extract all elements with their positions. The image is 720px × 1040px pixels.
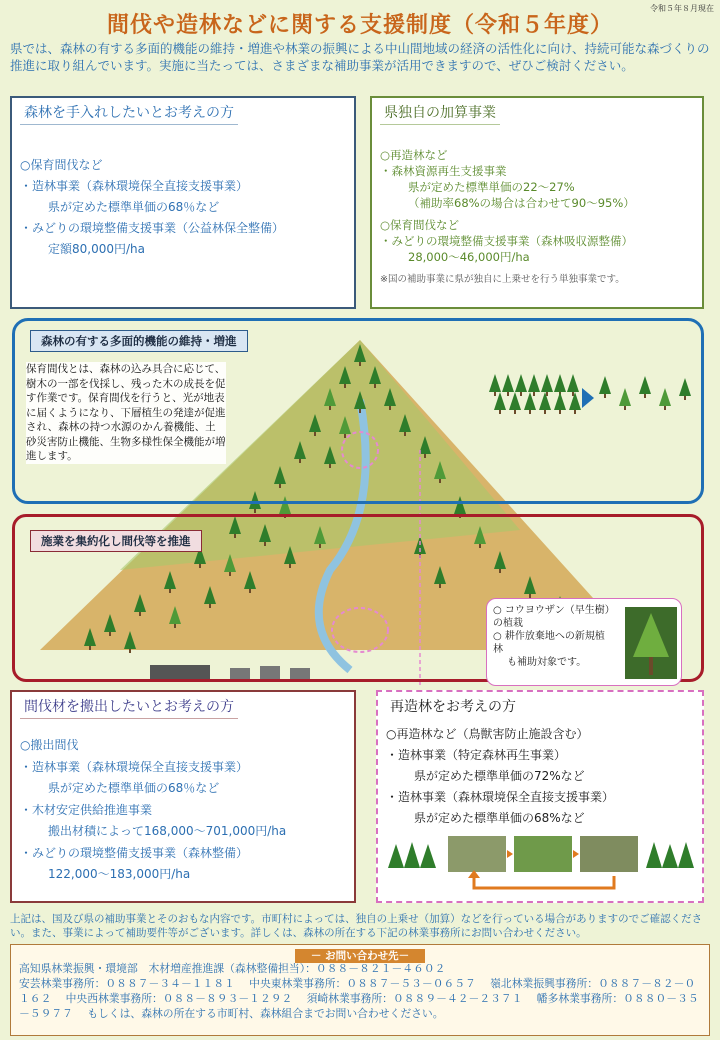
prefecture-addon-heading: 県独自の加算事業 (380, 102, 500, 125)
pref-note: ※国の補助事業に県が独自に上乗せを行う単独事業です。 (380, 274, 625, 285)
haul-line-2: ・造林事業（森林環境保全直接支援事業） (20, 759, 249, 774)
replanting-box (376, 690, 704, 903)
contact-heading: － お問い合わせ先－ (295, 949, 425, 963)
replant-line-3: 県が定めた標準単価の72%など (414, 769, 585, 783)
prefecture-addon-box (370, 96, 704, 309)
multifunction-tag: 森林の有する多面的機能の維持・増進 (30, 330, 248, 352)
forest-care-box (10, 96, 356, 309)
replant-line-5: 県が定めた標準単価の68%など (414, 811, 585, 825)
replanting-cycle-illustration (384, 834, 696, 896)
haul-line-5: 搬出材積によって168,000～701,000円/ha (48, 824, 287, 838)
callout-line-1: ○ コウヨウザン（早生樹）の植栽 (493, 605, 610, 629)
haul-line-4: ・木材安定供給推進事業 (20, 802, 153, 817)
haul-line-7: 122,000～183,000円/ha (48, 867, 191, 881)
thinned-timber-heading: 間伐材を搬出したいとお考えの方 (20, 696, 238, 719)
contact-line-1: 高知県林業振興・環境部 木材増産推進課（森林整備担当）：０８８－８２１－４６０２ (19, 962, 446, 975)
callout-line-2: ○ 耕作放棄地への新規植林 (493, 631, 605, 655)
pref-line-3: 県が定めた標準単価の22～27% (408, 180, 575, 194)
care-line-2: ・造林事業（森林環境保全直接支援事業） (20, 179, 249, 193)
footnote: 上記は、国及び県の補助事業とそのおもな内容です。市町村によっては、独自の上乗せ（加算）などを行っている場合がありますのでご確認ください。また、事業によって補助要件等がございます。詳しくは、森林の所在する下記の林業事務所にお問い合わせください。 (10, 913, 703, 939)
intro-text: 県では、森林の有する多面的機能の維持・増進や林業の振興による中山間地域の経済の活性化に向け、持続可能な森づくりの推進に取り組んでいます。実施に当たっては、さまざまな補助事業が活用できますので、ぜひご検討ください。 (10, 41, 710, 73)
thinning-explanation: 保育間伐とは、森林の込み具合に応じて、樹木の一部を伐採し、残った木の成長を促す作業です。保育間伐を行うと、光が地表に届くようになり、下層植生の発達が促進され、森林の持つ水源のかん養機能、土砂災害防止機能、生物多様性保全機能が増進します。 (26, 363, 226, 462)
callout-line-3: も補助対象です。 (507, 657, 587, 668)
care-line-3: 県が定めた標準単価の68％など (48, 200, 220, 214)
pref-line-7: 28,000～46,000円/ha (408, 250, 530, 264)
planting-callout (486, 598, 682, 686)
intensive-tag: 施業を集約化し間伐等を推進 (30, 530, 202, 552)
contact-line-2: 安芸林業事務所：０８８７－３４－１１８１ 中央東林業事務所：０８８７－５３－０６５７ 嶺北林業振興事務所：０８８７－８２－０１６２ 中央西林業事務所：０８８－８９３－１２９２ 須崎林業事務所：０８８９－４２－２３７１ 幡多林業事務所：０８８０－３５－５９７７ もしくは、森林の所在する市町村、森林組合までお問い合わせください。 (19, 977, 699, 1020)
pref-line-1: ○再造林など (380, 148, 448, 162)
pref-line-6: ・みどりの環境整備支援事業（森林吸収源整備） (380, 234, 633, 248)
pref-line-5: ○保育間伐など (380, 218, 460, 232)
contact-body (19, 961, 703, 1021)
forest-care-heading: 森林を手入れしたいとお考えの方 (20, 102, 238, 125)
care-line-1: ○保育間伐など (20, 158, 103, 172)
issue-date: 令和５年８月現在 (650, 4, 714, 13)
haul-line-1: ○搬出間伐 (20, 738, 79, 752)
care-line-4: ・みどりの環境整備支援事業（公益林保全整備） (20, 221, 285, 235)
haul-line-3: 県が定めた標準単価の68％など (48, 781, 220, 795)
haul-line-6: ・みどりの環境整備支援事業（森林整備） (20, 845, 249, 860)
replant-line-4: ・造林事業（森林環境保全直接支援事業） (386, 790, 615, 804)
pref-line-2: ・森林資源再生支援事業 (380, 164, 507, 178)
replant-line-2: ・造林事業（特定森林再生事業） (386, 748, 567, 762)
seedling-photo (625, 607, 677, 679)
replanting-heading: 再造林をお考えの方 (390, 699, 516, 715)
replant-line-1: ○再造林など（鳥獣害防止施設含む） (386, 727, 589, 741)
page-title: 間伐や造林などに関する支援制度（令和５年度） (106, 13, 613, 38)
thinned-timber-box (10, 690, 356, 903)
care-line-5: 定額80,000円/ha (48, 242, 145, 256)
pref-line-4: （補助率68%の場合は合わせて90～95%） (408, 196, 635, 210)
contact-box (10, 944, 710, 1036)
